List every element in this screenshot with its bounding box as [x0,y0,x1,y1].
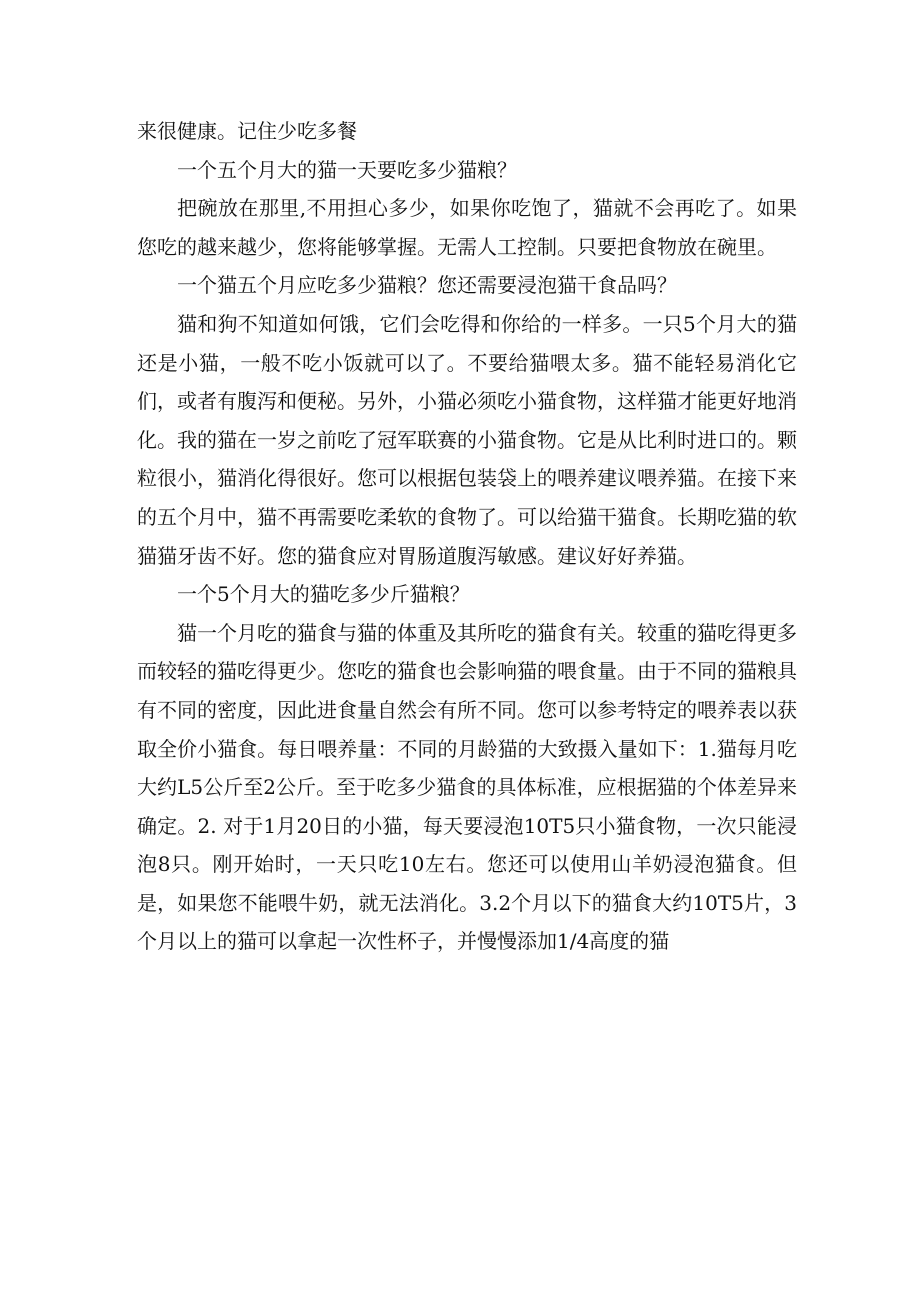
answer-paragraph-2: 猫和狗不知道如何饿，它们会吃得和你给的一样多。一只5个月大的猫还是小猫，一般不吃小饭就可以了。不要给猫喂太多。猫不能轻易消化它们，或者有腹泻和便秘。另外，小猫必须吃小猫食物，这样猫才能更好地消化。我的猫在一岁之前吃了冠军联赛的小猫食物。它是从比利时进口的。颗粒很小，猫消化得很好。您可以根据包装袋上的喂养建议喂养猫。在接下来的五个月中，猫不再需要吃柔软的食物了。可以给猫干猫食。长期吃猫的软猫猫牙齿不好。您的猫食应对胃肠道腹泻敏感。建议好好养猫。 [137,311,797,568]
question-heading-3: 一个5个月大的猫吃多少斤猫粮？ [177,582,470,607]
document-body [137,112,797,961]
answer-paragraph-1: 把碗放在那里,不用担心多少，如果你吃饱了，猫就不会再吃了。如果您吃的越来越少，您将能够掌握。无需人工控制。只要把食物放在碗里。 [137,196,797,259]
question-heading-1: 一个五个月大的猫一天要吃多少猫粮？ [177,157,517,182]
answer-paragraph-3: 猫一个月吃的猫食与猫的体重及其所吃的猫食有关。较重的猫吃得更多而较轻的猫吃得更少。您吃的猫食也会影响猫的喂食量。由于不同的猫粮具有不同的密度，因此进食量自然会有所不同。您可以参考特定的喂养表以获取全价小猫食。每日喂养量：不同的月龄猫的大致摄入量如下：1.猫每月吃大约L5公斤至2公斤。至于吃多少猫食的具体标准，应根据猫的个体差异来确定。2. 对于1月20日的小猫，每天要浸泡10T5只小猫食物，一次只能浸泡8只。刚开始时，一天只吃10左右。您还可以使用山羊奶浸泡猫食。但是，如果您不能喂牛奶，就无法消化。3.2个月以下的猫食大约10T5片，3个月以上的猫可以拿起一次性杯子，并慢慢添加1/4高度的猫 [137,620,797,954]
question-heading-2: 一个猫五个月应吃多少猫粮？您还需要浸泡猫干食品吗？ [177,273,677,298]
paragraph-continuation: 来很健康。记住少吃多餐 [137,119,357,143]
